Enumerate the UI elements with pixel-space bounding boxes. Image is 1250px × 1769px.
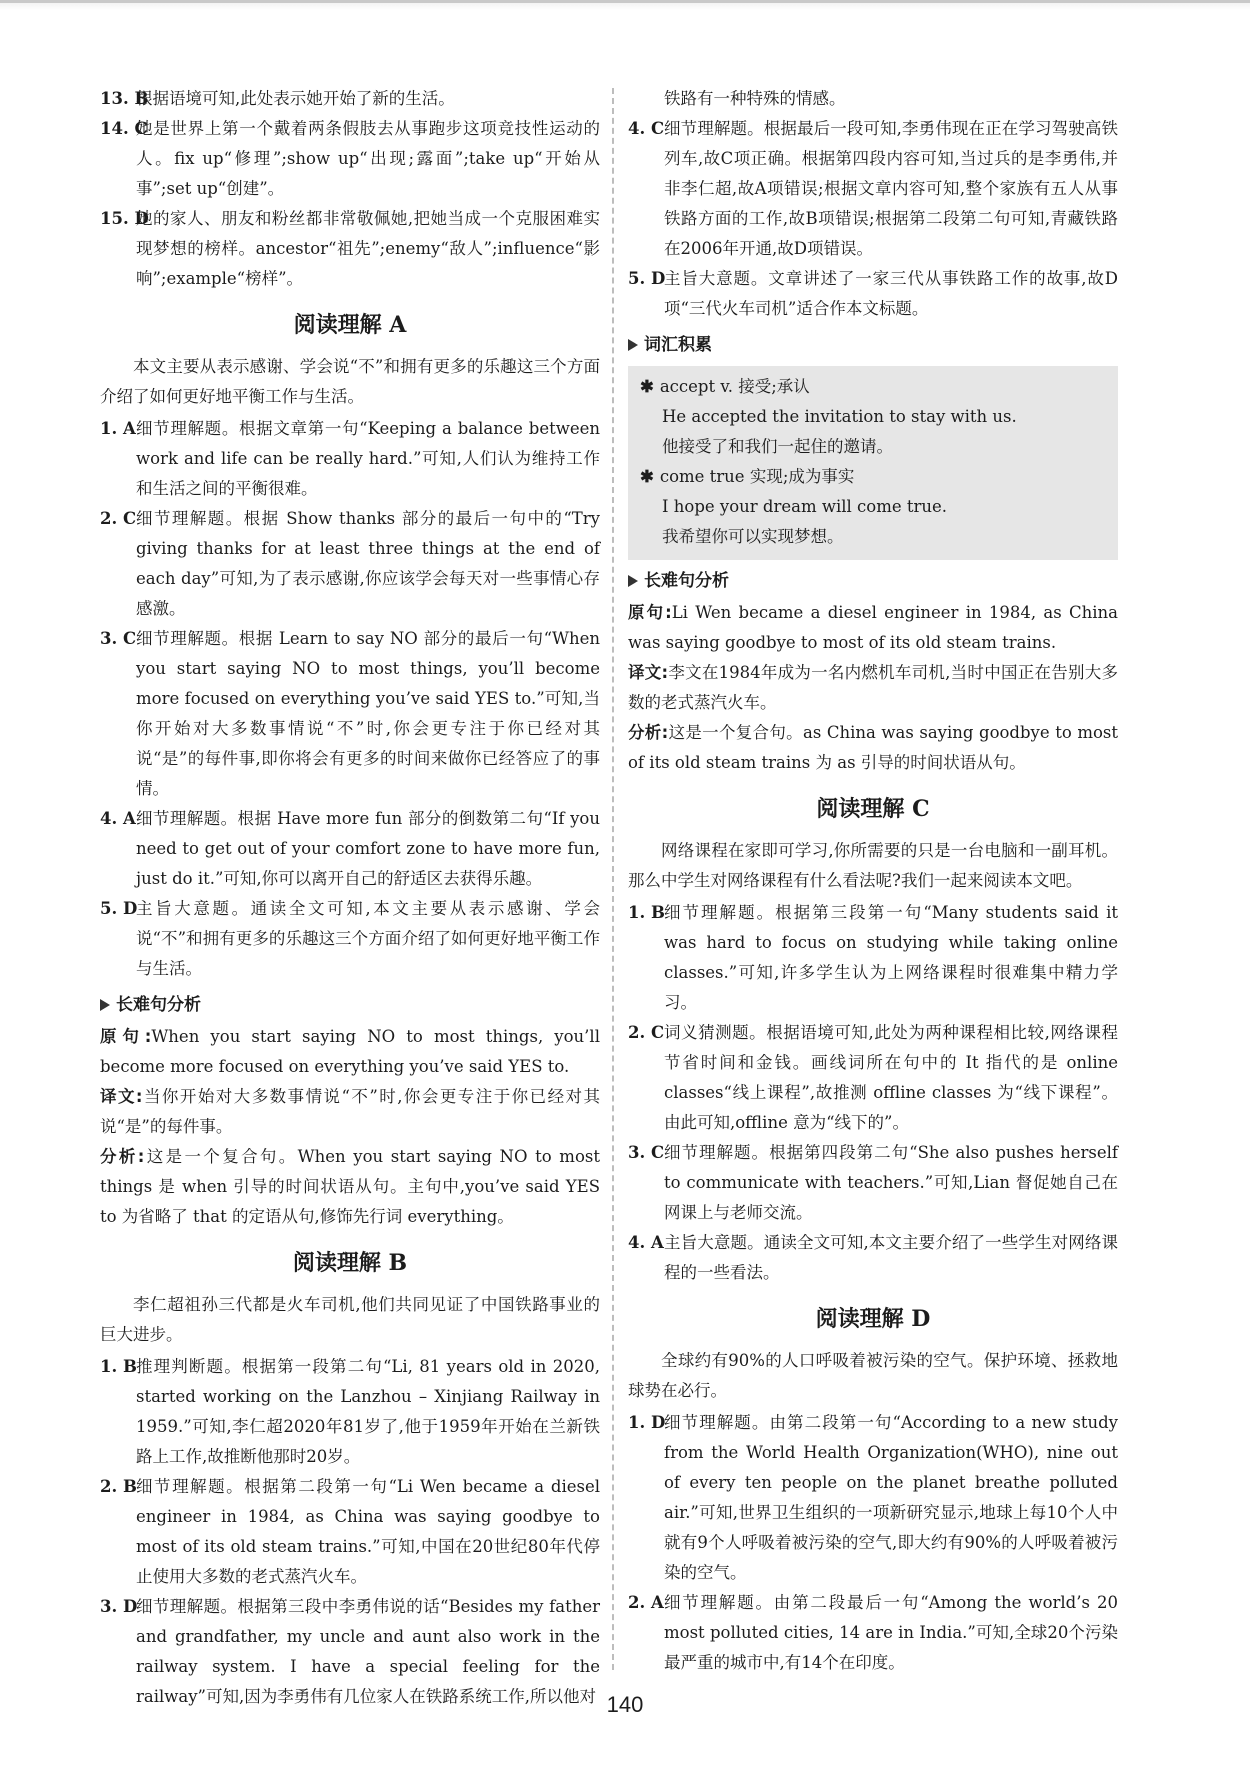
vocab-example: He accepted the invitation to stay with us. — [662, 407, 1017, 426]
column-divider — [612, 88, 614, 1670]
vocab-example: I hope your dream will come true. — [662, 497, 948, 516]
asterisk-icon: ✱ — [640, 377, 654, 396]
answer-item: 3. C 细节理解题。根据第四段第二句“She also pushes herself to communicate with teachers.”可知,Lian 督促她自己在网课上与老师交流。 — [628, 1143, 1118, 1222]
answer-item: 3. D 细节理解题。根据第三段中李勇伟说的话“Besides my father and grandfather, my uncle and aunt also work in the railway system. I have a special feeling for the railway”可知,因为李勇伟有几位家人在铁路系统工作,所以他对 — [100, 1597, 600, 1706]
page-top-edge — [0, 0, 1250, 10]
section-title-c: 阅读理解 C — [816, 796, 930, 822]
answer-item: 2. C 细节理解题。根据 Show thanks 部分的最后一句中的“Try giving thanks for at least three things at the end of each day”可知,为了表示感谢,你应该学会每天对一些事情心存感激。 — [100, 509, 600, 618]
translation: 译文:李文在1984年成为一名内燃机车司机,当时中国正在告别大多数的老式蒸汽火车。 — [628, 663, 1118, 712]
left-column — [100, 84, 600, 1712]
answer-item: 14. C 她是世界上第一个戴着两条假肢去从事跑步这项竞技性运动的人。fix up“修理”;show up“出现;露面”;take up“开始从事”;set up“创建”。 — [100, 119, 600, 198]
answer-item: 1. B 推理判断题。根据第一段第二句“Li, 81 years old in 2020, started working on the Lanzhou – Xinjiang Railway in 1959.”可知,李仁超2020年81岁了,他于1959年开始在兰新铁路上工作,故推断他那时20岁。 — [100, 1357, 600, 1466]
answer-item: 1. B 细节理解题。根据第三段第一句“Many students said it was hard to focus on studying while taking online classes.”可知,许多学生认为上网络课程时很难集中精力学习。 — [628, 903, 1118, 1012]
section-title-a: 阅读理解 A — [293, 312, 407, 338]
answer-item: 2. C 词义猜测题。根据语境可知,此处为两种课程相比较,网络课程节省时间和金钱。画线词所在句中的 It 指代的是 online classes“线上课程”,故推测 offline classes 为“线下课程”。由此可知,offline 意为“线下的”。 — [628, 1023, 1118, 1132]
section-intro: 网络课程在家即可学习,你所需要的只是一台电脑和一副耳机。那么中学生对网络课程有什么看法呢?我们一起来阅读本文吧。 — [628, 841, 1118, 890]
analysis: 分析:这是一个复合句。as China was saying goodbye to most of its old steam trains 为 as 引导的时间状语从句。 — [628, 723, 1118, 772]
sentence-analysis-tag: 长难句分析 — [100, 990, 600, 1020]
item-continuation: 铁路有一种特殊的情感。 — [664, 89, 846, 108]
vocab-box — [628, 366, 1118, 560]
answer-item: 13. B 根据语境可知,此处表示她开始了新的生活。 — [100, 89, 455, 108]
answer-item: 2. A 细节理解题。由第二段最后一句“Among the world’s 20 most polluted cities, 14 are in India.”可知,全球20个污染最严重的城市中,有14个在印度。 — [628, 1593, 1118, 1672]
vocab-translation: 我希望你可以实现梦想。 — [662, 527, 844, 546]
answer-item: 5. D 主旨大意题。通读全文可知,本文主要从表示感谢、学会说“不”和拥有更多的乐趣这三个方面介绍了如何更好地平衡工作与生活。 — [100, 899, 600, 978]
analysis: 分析:这是一个复合句。When you start saying NO to most things 是 when 引导的时间状语从句。主句中,you’ve said YES to 为省略了 that 的定语从句,修饰先行词 everything。 — [100, 1147, 600, 1226]
original-sentence: 原句:When you start saying NO to most things, you’ll become more focused on everything you’ve said YES to. — [100, 1027, 600, 1076]
vocab-word: ✱ come true 实现;成为事实 — [640, 467, 855, 486]
vocab-word: ✱ accept v. 接受;承认 — [640, 377, 810, 396]
original-sentence: 原句:Li Wen became a diesel engineer in 1984, as China was saying goodbye to most of its old steam trains. — [628, 603, 1118, 652]
answer-item: 15. D 她的家人、朋友和粉丝都非常敬佩她,把她当成一个克服困难实现梦想的榜样。ancestor“祖先”;enemy“敌人”;influence“影响”;example“榜样”。 — [100, 209, 600, 288]
section-intro: 全球约有90%的人口呼吸着被污染的空气。保护环境、拯救地球势在必行。 — [628, 1351, 1118, 1400]
vocab-tag: 词汇积累 — [628, 330, 1118, 360]
answer-item: 1. D 细节理解题。由第二段第一句“According to a new study from the World Health Organization(WHO), nine out of every ten people on the planet breathe polluted air.”可知,世界卫生组织的一项新研究显示,地球上每10个人中就有9个人呼吸着被污染的空气,即大约有90%的人呼吸着被污染的空气。 — [628, 1413, 1118, 1582]
sentence-analysis-tag: 长难句分析 — [628, 566, 1118, 596]
arrow-icon — [100, 999, 110, 1011]
answer-item: 4. A 主旨大意题。通读全文可知,本文主要介绍了一些学生对网络课程的一些看法。 — [628, 1233, 1118, 1282]
section-intro: 本文主要从表示感谢、学会说“不”和拥有更多的乐趣这三个方面介绍了如何更好地平衡工作与生活。 — [100, 357, 600, 406]
asterisk-icon: ✱ — [640, 467, 654, 486]
answer-item: 3. C 细节理解题。根据 Learn to say NO 部分的最后一句“When you start saying NO to most things, you’ll become more focused on everything you’ve said YES to.”可知,当你开始对大多数事情说“不”时,你会更专注于你已经对其说“是”的每件事,即你将会有更多的时间来做你已经答应了的事情。 — [100, 629, 600, 798]
section-title-b: 阅读理解 B — [292, 1250, 408, 1276]
answer-item: 4. A 细节理解题。根据 Have more fun 部分的倒数第二句“If you need to get out of your comfort zone to have more fun, just do it.”可知,你可以离开自己的舒适区去获得乐趣。 — [100, 809, 600, 888]
arrow-icon — [628, 339, 638, 351]
section-intro: 李仁超祖孙三代都是火车司机,他们共同见证了中国铁路事业的巨大进步。 — [100, 1295, 600, 1344]
arrow-icon — [628, 575, 638, 587]
answer-item: 1. A 细节理解题。根据文章第一句“Keeping a balance between work and life can be really hard.”可知,人们认为维持工作和生活之间的平衡很难。 — [100, 419, 600, 498]
answer-item: 4. C 细节理解题。根据最后一段可知,李勇伟现在正在学习驾驶高铁列车,故C项正确。根据第四段内容可知,当过兵的是李勇伟,并非李仁超,故A项错误;根据文章内容可知,整个家族有五人从事铁路方面的工作,故B项错误;根据第二段第二句可知,青藏铁路在2006年开通,故D项错误。 — [628, 119, 1118, 258]
answer-item: 5. D 主旨大意题。文章讲述了一家三代从事铁路工作的故事,故D项“三代火车司机”适合作本文标题。 — [628, 269, 1118, 318]
section-title-d: 阅读理解 D — [815, 1306, 931, 1332]
page-number: 140 — [606, 1692, 644, 1717]
right-column — [628, 84, 1118, 1678]
vocab-translation: 他接受了和我们一起住的邀请。 — [662, 437, 893, 456]
translation: 译文:当你开始对大多数事情说“不”时,你会更专注于你已经对其说“是”的每件事。 — [100, 1087, 600, 1136]
answer-item: 2. B 细节理解题。根据第二段第一句“Li Wen became a diesel engineer in 1984, as China was saying goodbye to most of its old steam trains.”可知,中国在20世纪80年代停止使用大多数的老式蒸汽火车。 — [100, 1477, 600, 1586]
